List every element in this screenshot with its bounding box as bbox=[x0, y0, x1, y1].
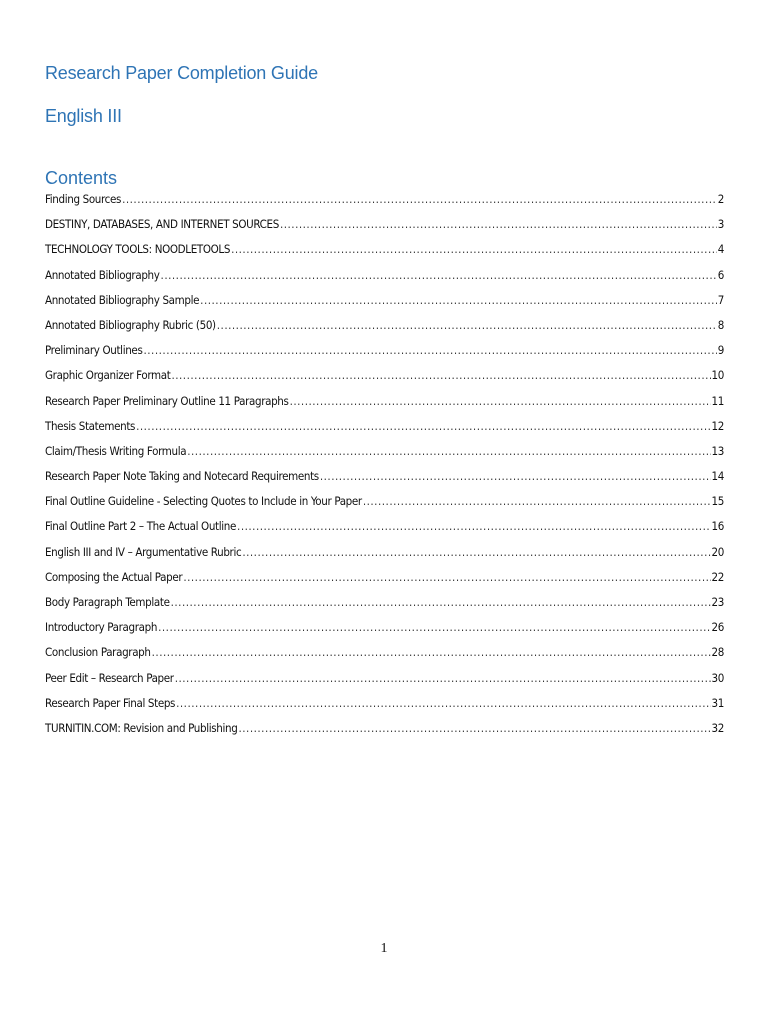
toc-entry-page: 4 bbox=[717, 242, 724, 257]
toc-entry-title: Conclusion Paragraph bbox=[45, 645, 151, 660]
toc-entry-title: Peer Edit – Research Paper bbox=[45, 670, 174, 685]
toc-entry-title: English III and IV – Argumentative Rubric bbox=[45, 544, 242, 559]
toc-dot-leader bbox=[171, 368, 710, 382]
toc-entry-page: 22 bbox=[711, 569, 724, 584]
toc-dot-leader bbox=[290, 394, 711, 408]
toc-dot-leader bbox=[171, 595, 711, 609]
toc-entry-page: 26 bbox=[711, 620, 724, 635]
toc-dot-leader bbox=[237, 519, 711, 533]
table-of-contents bbox=[45, 192, 724, 746]
toc-entry[interactable] bbox=[45, 394, 724, 419]
contents-heading: Contents bbox=[45, 168, 118, 188]
toc-entry-page: 30 bbox=[711, 670, 724, 685]
toc-entry[interactable] bbox=[45, 318, 724, 343]
toc-entry[interactable] bbox=[45, 368, 724, 393]
toc-entry-title: DESTINY, DATABASES, AND INTERNET SOURCES bbox=[45, 217, 279, 232]
toc-entry[interactable] bbox=[45, 645, 724, 670]
toc-entry-page: 32 bbox=[711, 720, 724, 735]
toc-dot-leader bbox=[158, 620, 710, 634]
toc-dot-leader bbox=[176, 696, 710, 710]
toc-entry-page: 6 bbox=[717, 267, 724, 282]
toc-entry-page: 13 bbox=[711, 443, 724, 458]
toc-entry-title: Claim/Thesis Writing Formula bbox=[45, 443, 187, 458]
toc-entry[interactable] bbox=[45, 620, 724, 645]
toc-dot-leader bbox=[136, 419, 710, 433]
toc-entry[interactable] bbox=[45, 545, 724, 570]
toc-dot-leader bbox=[143, 343, 716, 357]
toc-entry[interactable] bbox=[45, 444, 724, 469]
toc-entry[interactable] bbox=[45, 343, 724, 368]
toc-entry-title: Annotated Bibliography bbox=[45, 267, 160, 282]
toc-entry-page: 23 bbox=[711, 595, 724, 609]
toc-entry-page: 15 bbox=[711, 494, 724, 509]
toc-entry-title: Research Paper Final Steps bbox=[45, 695, 176, 710]
toc-entry-title: Research Paper Note Taking and Notecard Requirements bbox=[45, 469, 319, 484]
toc-entry-page: 14 bbox=[711, 469, 724, 484]
toc-entry-page: 9 bbox=[717, 343, 724, 358]
toc-entry[interactable] bbox=[45, 268, 724, 293]
toc-dot-leader bbox=[183, 570, 710, 584]
toc-entry-title: Annotated Bibliography Rubric (50) bbox=[45, 317, 216, 332]
toc-entry-page: 16 bbox=[711, 519, 724, 534]
toc-entry[interactable] bbox=[45, 696, 724, 721]
toc-dot-leader bbox=[175, 671, 711, 685]
page-number: 1 bbox=[380, 941, 388, 956]
toc-entry[interactable] bbox=[45, 671, 724, 696]
toc-entry[interactable] bbox=[45, 293, 724, 318]
toc-entry[interactable] bbox=[45, 494, 724, 519]
toc-entry[interactable] bbox=[45, 242, 724, 267]
toc-entry-page: 20 bbox=[711, 544, 724, 559]
toc-dot-leader bbox=[280, 217, 717, 231]
toc-entry-title: Finding Sources bbox=[45, 192, 122, 206]
toc-dot-leader bbox=[238, 721, 710, 735]
toc-entry-page: 10 bbox=[711, 368, 724, 383]
toc-entry-title: Graphic Organizer Format bbox=[45, 368, 171, 383]
document-subtitle: English III bbox=[45, 106, 122, 126]
toc-dot-leader bbox=[200, 293, 717, 307]
toc-entry[interactable] bbox=[45, 519, 724, 544]
toc-entry-page: 7 bbox=[717, 292, 724, 307]
toc-entry[interactable] bbox=[45, 217, 724, 242]
toc-entry-title: Introductory Paragraph bbox=[45, 620, 158, 635]
toc-entry-page: 28 bbox=[711, 645, 724, 660]
toc-entry-title: Final Outline Part 2 – The Actual Outline bbox=[45, 519, 237, 534]
toc-entry-title: Preliminary Outlines bbox=[45, 343, 143, 358]
toc-entry[interactable] bbox=[45, 469, 724, 494]
toc-dot-leader bbox=[320, 469, 711, 483]
toc-dot-leader bbox=[231, 242, 717, 256]
toc-dot-leader bbox=[187, 444, 710, 458]
toc-dot-leader bbox=[161, 268, 717, 282]
toc-entry-page: 3 bbox=[717, 217, 724, 232]
toc-entry[interactable] bbox=[45, 721, 724, 746]
toc-entry-title: Composing the Actual Paper bbox=[45, 569, 183, 584]
toc-dot-leader bbox=[152, 645, 711, 659]
toc-entry[interactable] bbox=[45, 595, 724, 620]
toc-entry-title: TURNITIN.COM: Revision and Publishing bbox=[45, 720, 238, 735]
toc-entry-title: Thesis Statements bbox=[45, 418, 136, 433]
toc-entry-page: 12 bbox=[711, 418, 724, 433]
toc-dot-leader bbox=[242, 545, 710, 559]
toc-entry[interactable] bbox=[45, 192, 724, 217]
toc-entry-title: Final Outline Guideline - Selecting Quotes to Include in Your Paper bbox=[45, 494, 362, 509]
toc-dot-leader bbox=[363, 494, 711, 508]
toc-entry-title: Research Paper Preliminary Outline 11 Paragraphs bbox=[45, 393, 289, 408]
toc-entry-page: 31 bbox=[711, 695, 724, 710]
toc-dot-leader bbox=[122, 192, 717, 206]
toc-entry[interactable] bbox=[45, 570, 724, 595]
toc-entry-title: Body Paragraph Template bbox=[45, 595, 170, 609]
toc-entry[interactable] bbox=[45, 419, 724, 444]
toc-entry-page: 2 bbox=[717, 192, 724, 206]
toc-entry-title: Annotated Bibliography Sample bbox=[45, 292, 200, 307]
toc-entry-page: 11 bbox=[711, 393, 724, 408]
toc-entry-title: TECHNOLOGY TOOLS: NOODLETOOLS bbox=[45, 242, 231, 257]
toc-dot-leader bbox=[217, 318, 717, 332]
toc-entry-page: 8 bbox=[717, 317, 724, 332]
document-title: Research Paper Completion Guide bbox=[45, 63, 318, 83]
